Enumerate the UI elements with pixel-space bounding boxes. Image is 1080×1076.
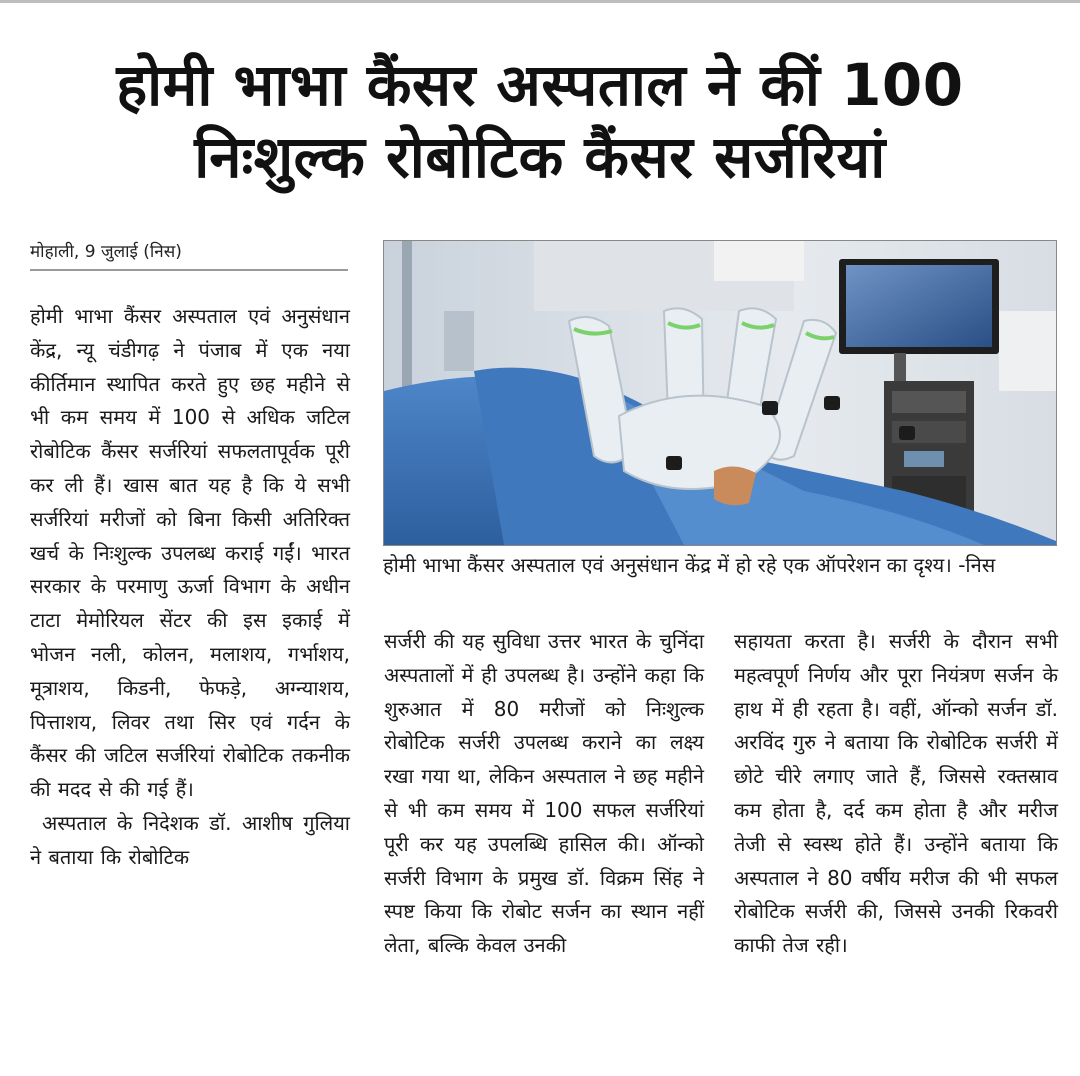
surgical-robot-image xyxy=(384,241,1056,545)
dateline-divider xyxy=(30,269,348,271)
dateline: मोहाली, 9 जुलाई (निस) xyxy=(30,242,182,262)
article-column-3 xyxy=(734,625,1058,963)
article-paragraph: सहायता करता है। सर्जरी के दौरान सभी महत्वपूर्ण निर्णय और पूरा नियंत्रण सर्जन के हाथ में ही रहता है। वहीं, ऑन्को सर्जन डॉ. अरविंद गुरु ने बताया कि रोबोटिक सर्जरी में छोटे चीरे लगाए जाते हैं, जिससे रक्तस्राव कम होता है, दर्द कम होता है और मरीज तेजी से स्वस्थ होते हैं। उन्होंने बताया कि अस्पताल ने 80 वर्षीय मरीज की भी सफल रोबोटिक सर्जरी की, जिससे उनकी रिकवरी काफी तेज रही। xyxy=(734,629,1058,958)
top-rule xyxy=(0,0,1080,3)
article-paragraph: सर्जरी की यह सुविधा उत्तर भारत के चुनिंदा अस्पतालों में ही उपलब्ध है। उन्होंने कहा कि शुरुआत में 80 मरीजों को निःशुल्क रोबोटिक सर्जरी उपलब्ध कराने का लक्ष्य रखा गया था, लेकिन अस्पताल ने छह महीने से भी कम समय में 100 सफल सर्जरियां पूरी कर यह उपलब्धि हासिल की। ऑन्को सर्जरी विभाग के प्रमुख डॉ. विक्रम सिंह ने स्पष्ट किया कि रोबोट सर्जन का स्थान नहीं लेता, बल्कि केवल उनकी xyxy=(384,629,704,958)
article-paragraph: होमी भाभा कैंसर अस्पताल एवं अनुसंधान केंद्र, न्यू चंडीगढ़ ने पंजाब में एक नया कीर्तिमान स्थापित करते हुए छह महीने से भी कम समय में 100 से अधिक जटिल रोबोटिक कैंसर सर्जरियां सफलतापूर्वक पूरी कर ली हैं। खास बात यह है कि ये सभी सर्जरियां मरीजों को बिना किसी अतिरिक्त खर्च के निःशुल्क उपलब्ध कराई गईं। भारत सरकार के परमाणु ऊर्जा विभाग के अधीन टाटा मेमोरियल सेंटर की इस इकाई में भोजन नली, कोलन, मलाशय, गर्भाशय, मूत्राशय, किडनी, फेफड़े, अग्न्याशय, पित्ताशय, लिवर तथा सिर एवं गर्दन के कैंसर की जटिल सर्जरियां रोबोटिक तकनीक की मदद से की गई हैं। xyxy=(30,304,350,802)
article-column-1 xyxy=(30,300,350,875)
photo-caption: होमी भाभा कैंसर अस्पताल एवं अनुसंधान केंद्र में हो रहे एक ऑपरेशन का दृश्य। -निस xyxy=(383,553,996,577)
headline-line-1: होमी भाभा कैंसर अस्पताल ने कीं 100 xyxy=(116,51,964,119)
article-paragraph: अस्पताल के निदेशक डॉ. आशीष गुलिया ने बताया कि रोबोटिक xyxy=(30,810,350,869)
headline-line-2: निःशुल्क रोबोटिक कैंसर सर्जरियां xyxy=(194,123,886,191)
article-column-2 xyxy=(384,625,704,963)
operation-photo xyxy=(383,240,1057,546)
